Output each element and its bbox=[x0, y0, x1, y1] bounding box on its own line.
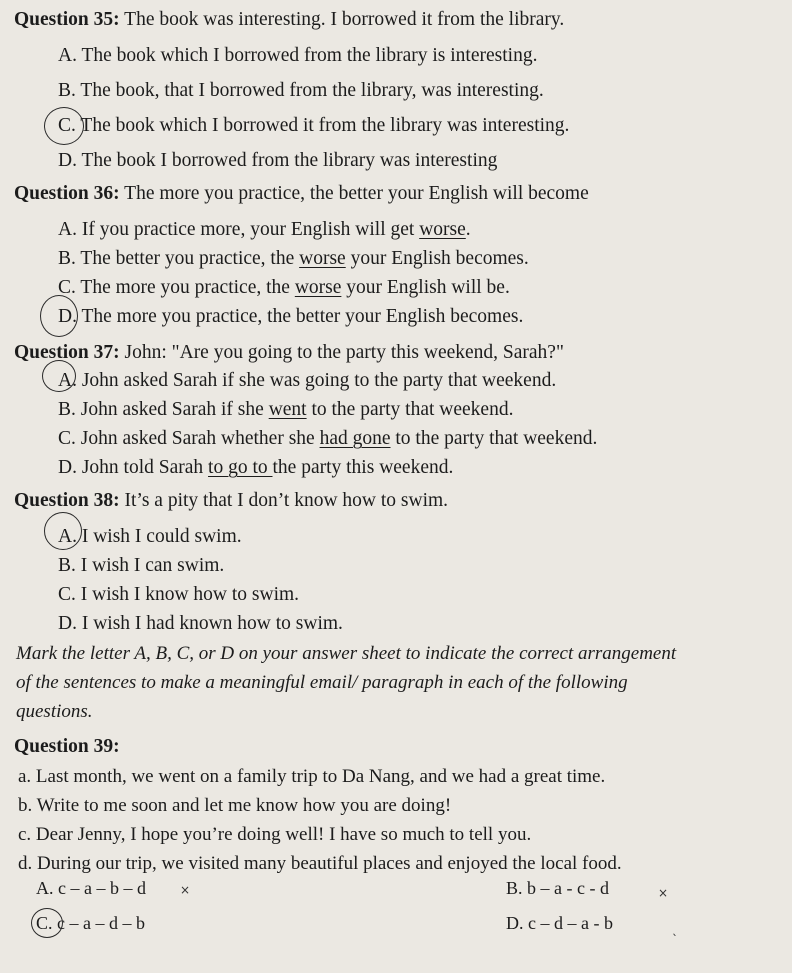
question-37 bbox=[14, 341, 564, 365]
instruction-line-3: questions. bbox=[16, 701, 93, 722]
option-36c[interactable] bbox=[58, 276, 510, 300]
option-36c-text: C. The more you practice, the bbox=[58, 277, 295, 298]
question-38 bbox=[14, 489, 448, 513]
option-39c[interactable]: C. c – a – d – b bbox=[36, 913, 145, 933]
option-37b[interactable] bbox=[58, 398, 513, 422]
option-36b-text: B. The better you practice, the bbox=[58, 248, 300, 269]
sentence-39d: d. During our trip, we visited many beautiful places and enjoyed the local food. bbox=[18, 853, 622, 874]
option-35d[interactable]: D. The book I borrowed from the library was interesting bbox=[58, 150, 498, 171]
option-37c-tail: to the party that weekend. bbox=[390, 428, 598, 449]
option-36a[interactable] bbox=[58, 218, 471, 242]
question-37-label: Question 37: bbox=[14, 342, 120, 363]
option-37a[interactable] bbox=[58, 369, 556, 393]
option-37c[interactable] bbox=[58, 427, 597, 451]
pen-tick-mark: ˎ bbox=[672, 922, 678, 936]
question-36 bbox=[14, 182, 589, 206]
option-36a-tail: . bbox=[465, 219, 471, 240]
sentence-39b: b. Write to me soon and let me know how you are doing! bbox=[18, 795, 452, 816]
option-37b-underline: went bbox=[268, 399, 307, 420]
sentence-39a: a. Last month, we went on a family trip to Da Nang, and we had a great time. bbox=[18, 766, 606, 787]
question-36-label: Question 36: bbox=[14, 183, 120, 204]
option-37d-text: D. John told Sarah bbox=[58, 457, 209, 478]
question-39-label: Question 39: bbox=[14, 736, 120, 757]
option-39b[interactable]: B. b – a - c - d bbox=[506, 878, 609, 898]
option-35c[interactable]: C. The book which I borrowed it from the library was interesting. bbox=[58, 115, 570, 136]
option-36a-underline: worse bbox=[419, 219, 466, 240]
option-38c[interactable]: C. I wish I know how to swim. bbox=[58, 584, 300, 605]
option-37c-underline: had gone bbox=[319, 428, 391, 449]
option-38a[interactable]: A. I wish I could swim. bbox=[58, 526, 242, 547]
option-37d-tail: the party this weekend. bbox=[272, 457, 454, 478]
option-36b[interactable] bbox=[58, 247, 529, 271]
option-37c-text: C. John asked Sarah whether she bbox=[58, 428, 320, 449]
sentence-39c: c. Dear Jenny, I hope you’re doing well! I have so much to tell you. bbox=[18, 824, 532, 845]
instruction-line-2: of the sentences to make a meaningful email/ paragraph in each of the following bbox=[16, 672, 628, 693]
question-38-label: Question 38: bbox=[14, 490, 120, 511]
pen-x-mark: × bbox=[180, 883, 191, 897]
option-37b-text: B. John asked Sarah if she bbox=[58, 399, 269, 420]
option-37a-text: A. John asked Sarah if she was going to the party that weekend. bbox=[58, 370, 557, 391]
option-36a-text: A. If you practice more, your English will get bbox=[58, 219, 420, 240]
option-36d[interactable] bbox=[58, 305, 523, 329]
option-37b-tail: to the party that weekend. bbox=[306, 399, 514, 420]
option-36c-underline: worse bbox=[294, 277, 342, 298]
question-37-prompt: John: "Are you going to the party this weekend, Sarah?" bbox=[119, 342, 564, 363]
option-38d[interactable]: D. I wish I had known how to swim. bbox=[58, 613, 343, 634]
option-35a[interactable]: A. The book which I borrowed from the library is interesting. bbox=[58, 45, 538, 66]
question-36-prompt: The more you practice, the better your English will become bbox=[119, 183, 589, 204]
option-36b-tail: your English becomes. bbox=[345, 248, 529, 269]
question-35-label: Question 35: bbox=[14, 9, 120, 30]
option-36c-tail: your English will be. bbox=[341, 277, 510, 298]
option-39d[interactable]: D. c – d – a - b bbox=[506, 913, 613, 933]
option-36d-text: D. The more you practice, the better your English becomes. bbox=[58, 306, 524, 327]
option-38b[interactable]: B. I wish I can swim. bbox=[58, 555, 225, 576]
option-37d[interactable] bbox=[58, 456, 453, 480]
option-36b-underline: worse bbox=[299, 248, 346, 269]
option-39a[interactable]: A. c – a – b – d bbox=[36, 878, 146, 898]
question-35 bbox=[14, 8, 564, 32]
question-35-prompt: The book was interesting. I borrowed it from the library. bbox=[119, 9, 565, 30]
option-37d-underline: to go to bbox=[208, 457, 273, 478]
instruction-line-1: Mark the letter A, B, C, or D on your answer sheet to indicate the correct arrangement bbox=[16, 643, 677, 664]
option-35b[interactable]: B. The book, that I borrowed from the library, was interesting. bbox=[58, 80, 544, 101]
pen-x-mark: × bbox=[658, 886, 669, 900]
question-38-prompt: It’s a pity that I don’t know how to swim. bbox=[119, 490, 449, 511]
